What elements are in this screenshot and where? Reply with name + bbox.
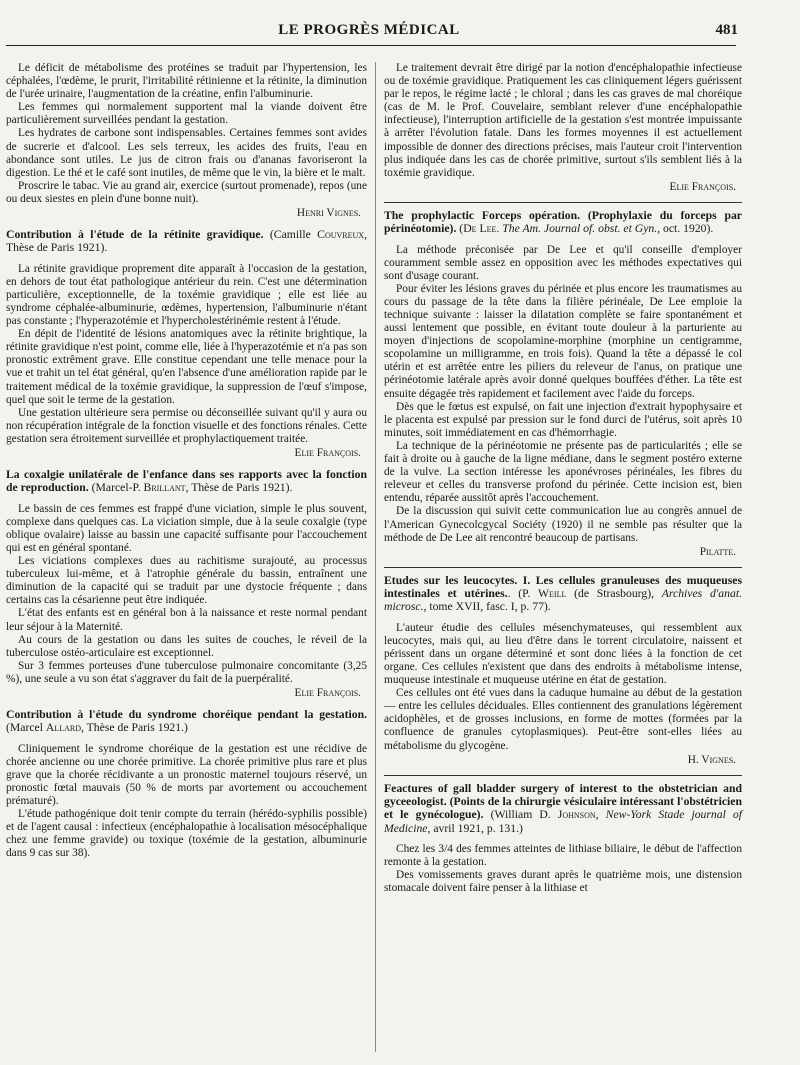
reference-text: , avril 1921, p. 131.)	[427, 821, 523, 835]
reference-text: . (P.	[507, 587, 538, 601]
section-rule	[384, 775, 742, 776]
paragraph: Une gestation ultérieure sera permise ou déconseillée suivant qu'il y aura ou non récupération intégrale de la fonction visuelle et des fonctions rénales. Cette gestation sera étroitement surveillée et prophylactiquement traitée.	[6, 406, 367, 445]
reference-text: (Marcel	[6, 721, 46, 735]
reference-text: , tome XVII, fasc. I, p. 77).	[423, 600, 551, 614]
reference-author: Johnson	[557, 808, 596, 822]
reference-journal: The Am. Journal of. obst. et Gyn.	[502, 222, 658, 236]
reference-text: , Thèse de Paris 1921).	[185, 481, 293, 495]
signature: Elie François.	[294, 447, 361, 460]
paragraph: Dès que le fœtus est expulsé, on fait une injection d'extrait hypophysaire et le placenta est expulsé par pression sur le fond durci de l'utérus, soit après 10 minutes, soit immédiatement en cas d'hémorrhagie.	[384, 400, 742, 439]
signature: Henri Vignes.	[296, 207, 361, 220]
paragraph: Proscrire le tabac. Vie au grand air, exercice (surtout promenade), repos (une ou deux siestes en plein d'une bonne nuit).	[6, 179, 367, 205]
article-title	[6, 708, 367, 735]
reference-text: , Thèse de Paris 1921).	[6, 228, 367, 255]
article-coxalgie	[6, 468, 367, 700]
article-leucocytes	[384, 574, 742, 767]
paragraph: Cliniquement le syndrome choréique de la gestation est une récidive de chorée ancienne ou une chorée primitive. La chorée primitive plus rare et plus grave que la chorée récidivante a un pronostic maternel toujours réservé, un pronostic fœtal mauvais (50 % de morts par avortement ou accouchement prématuré).	[6, 742, 367, 808]
paragraph: Ces cellules ont été vues dans la caduque humaine au début de la gestation — entre les cellules déciduales. Elles contiennent des granulations légèrement acidophèles, et de grosses inclusions, en forme de mottes (formées par la confluence de granules cytoplasmiques). Peut-être sont-elles liées au métabolisme du glycogène.	[384, 687, 742, 752]
signature: Pilatte.	[699, 545, 736, 558]
article-choree	[6, 708, 367, 860]
paragraph: Le déficit de métabolisme des protéines se traduit par l'hypertension, les céphalées, l'œdème, le prurit, l'irritabilité rétinienne et la rétinite, la diminution de l'urée urinaire, l'augmentation de la créatine, enfin l'albuminurie.	[6, 62, 367, 101]
title-text: Contribution à l'étude du syndrome choréique pendant la gestation.	[6, 708, 367, 722]
paragraph: La rétinite gravidique proprement dite apparaît à l'occasion de la gestation, en dehors de tout état pathologique antérieur du rein. C'est une détermination particulière, exceptionnelle, de la toxémie gravidique ; elle est liée au syndrome céphalée-albuminurie, œdèmes, hypertension, l'albuminurie n'étant pas constante ; l'hyperazotémie et l'hypercholestérinémie restent à l'étude.	[6, 262, 367, 328]
paragraph: L'état des enfants est en général bon à la naissance et reste normal pendant leur séjour à la Maternité.	[6, 607, 367, 633]
right-column	[384, 62, 742, 895]
intro-section	[6, 62, 367, 220]
paragraph: Le bassin de ces femmes est frappé d'une viciation, simple le plus souvent, complexe dans quelques cas. La viciation simple, due à la seule coxalgie (type oblique ovalaire) laisse au bassin une capacité suffisante pour l'accouchement qui est en général spontané.	[6, 502, 367, 554]
reference-author: Weill	[538, 587, 567, 601]
article-retinite	[6, 228, 367, 460]
paragraph: Des vomissements graves durant après le quatrième mois, une distension stomacale doivent faire penser à la lithiase et	[384, 869, 742, 895]
title-text: Feactures of gall bladder surgery of interest to the obstetrician and gyceeologist. (Points de la chirurgie vésiculaire intéressant l'obstétricien et le gynécologue).	[384, 781, 742, 822]
signature: Elie François.	[294, 687, 361, 700]
reference-text: (William D.	[483, 808, 558, 822]
paragraph: Les hydrates de carbone sont indispensables. Certaines femmes sont avides de sucrerie et d'alcool. Les sels terreux, les acides des fruits, l'eau en abondance sont utiles. Le jus de citron frais ou d'ananas favoriseront la digestion. Le thé et le café sont inutiles, de même que le vin, la bière et le malt.	[6, 127, 367, 179]
paragraph: L'auteur étudie des cellules mésenchymateuses, qui ressemblent aux leucocytes, mais qui, au lieu d'être dans le torrent circulatoire, naissent et périssent dans un organe déterminé et sont donc liées à la fonction de cet organe. Ces cellules n'existent que dans des endroits à métabolisme intense, muqueuse intestinale et muqueuse utérine en état de gestation.	[384, 621, 742, 687]
reference-text: ,	[595, 808, 606, 822]
paragraph: La méthode préconisée par De Lee et qu'il conseille d'employer couramment semble assez en opposition avec les méthodes expectatives qui sont d'usage courant.	[384, 243, 742, 282]
paragraph: En dépit de l'identité de lésions anatomiques avec la rétinite brightique, la rétinite gravidique n'est point, comme elle, liée à l'hyperazotémie et n'a pas son pronostic extrêment grave. Elle constitue cependant une telle menace pour la vue et trahit un tel état général, qu'en l'absence d'une amélioration rapide par le traitement médical de la toxémie gravidique, la suppression de l'œuf s'impose, quel que soit le terme de la gestation.	[6, 328, 367, 406]
reference-author: Couvreux	[317, 228, 365, 242]
reference-journal: Archives d'anat. microsc.	[384, 587, 742, 614]
paragraph: Au cours de la gestation ou dans les suites de couches, le réveil de la tuberculose ostéo-articulaire est exceptionnel.	[6, 633, 367, 659]
reference-author: De Lee	[463, 222, 497, 236]
reference-text: (Camille	[263, 228, 318, 242]
header-rule	[6, 45, 736, 46]
title-text: The prophylactic Forceps opération. (Prophylaxie du forceps par périnéotomie).	[384, 208, 742, 236]
article-title	[6, 468, 367, 495]
continued-section	[384, 62, 742, 194]
paragraph: Pour éviter les lésions graves du périnée et plus encore les traumatismes au cours du passage de la tête dans la filière périnéale, De Lee emploie la technique suivante : laisser la dilatation complète se faire spontanément et aussi lentement que possible, en évitant toute douleur à la parturiente au moyen d'injections de scopolamine-morphine (morphine un centigramme, scopolamine un milligramme, en trois fois). Quand la tête a dépassé le col utérin et est arrêtée entre les piliers du releveur de l'anus, on pratique une périnéotomie latérale après avoir donné quelques bouffées d'éther. La tête est ensuite dégagée très rapidement et facilement avec l'aide du forceps.	[384, 282, 742, 400]
article-forceps	[384, 209, 742, 559]
section-rule	[384, 202, 742, 203]
reference-text: .	[496, 222, 503, 236]
title-text: La coxalgie unilatérale de l'enfance dans ses rapports avec la fonction de reproduction.	[6, 468, 367, 495]
paragraph: Les femmes qui normalement supportent mal la viande doivent être particulièrement surveillées pendant la gestation.	[6, 101, 367, 127]
reference-text: (	[456, 222, 464, 236]
signature: H. Vignes.	[687, 753, 736, 766]
reference-text: , Thèse de Paris 1921.)	[81, 721, 188, 735]
journal-title: LE PROGRÈS MÉDICAL	[278, 22, 460, 38]
article-title	[6, 228, 367, 255]
page-number: 481	[715, 22, 738, 38]
title-text: Contribution à l'étude de la rétinite gravidique.	[6, 228, 264, 242]
reference-text: , oct. 1920).	[657, 222, 714, 236]
article-title	[384, 782, 742, 835]
article-title	[384, 209, 742, 236]
paragraph: Les viciations complexes dues au rachitisme surajouté, au processus tuberculeux lui-même, et à l'atrophie générale du bassin, entraînent une diminution de la capacité qui se traduit par une dystocie fréquente ; dans certains cas la césarienne peut être indiquée.	[6, 555, 367, 607]
reference-author: Allard	[45, 721, 82, 735]
page-header	[6, 22, 738, 42]
left-column	[6, 62, 367, 861]
section-rule	[384, 567, 742, 568]
reference-text: (de Strasbourg),	[566, 587, 662, 601]
reference-text: (Marcel-P.	[88, 481, 144, 495]
paragraph: De la discussion qui suivit cette communication lue au congrès annuel de l'American Gynecolcgycal Sociéty (1920) il ne semble pas résulter que la méthode de De Lee ait rencontré beaucoup de partisans.	[384, 505, 742, 544]
article-gall-bladder	[384, 782, 742, 896]
signature: Elie François.	[669, 180, 736, 193]
paragraph: La technique de la périnéotomie ne présente pas de particularités ; elle se fait à droite ou à gauche de la ligne médiane, dans le segment postéro externe de la vulve. La section intéresse les aponévroses périnéales, les fibres du releveur et celles du transverse profond du périnée. Cette incision est, bien entendu, réparée aussitôt après l'accouchement.	[384, 439, 742, 505]
column-divider	[375, 62, 376, 1052]
reference-journal: New-York Stade journal of Medicine	[384, 808, 743, 835]
paragraph: Chez les 3/4 des femmes atteintes de lithiase biliaire, le début de l'affection remonte à la gestation.	[384, 842, 742, 868]
title-text: Etudes sur les leucocytes. I. Les cellules granuleuses des muqueuses intestinales et utérines.	[384, 573, 742, 601]
paragraph: Le traitement devrait être dirigé par la notion d'encéphalopathie infectieuse ou de toxémie gravidique. Pratiquement les cas cliniquement légers guérissent par le repos, le régime lacté ; le chloral ; dans les cas graves de mal choréique (cas de M. le Prof. Couvelaire, semblant relever d'une encéphalopathie infectieuse), l'interruption artificielle de la gestation s'est montrée impuissante à arrêter l'évolution fatale. Dans les formes moyennes il est actuellement impossible de donner des directions précises, mais l'auteur croit l'intervention plus indiquée dans les cas de chorée primitive, surtout s'ils semblent liés à la toxémie gravidique.	[384, 62, 742, 179]
reference-author: Brillant	[143, 481, 186, 495]
paragraph: Sur 3 femmes porteuses d'une tuberculose pulmonaire concomitante (3,25 %), une seule a vu son état s'aggraver du fait de la puerpéralité.	[6, 659, 367, 685]
article-title	[384, 574, 742, 614]
paragraph: L'étude pathogénique doit tenir compte du terrain (hérédo-syphilis possible) et de l'agent causal : infectieux (encéphalopathie à localisation mésocéphalique chez une femme gravide) ou toxique (toxémie de la gestation, albuminurie dans 9 cas sur 38).	[6, 808, 367, 860]
